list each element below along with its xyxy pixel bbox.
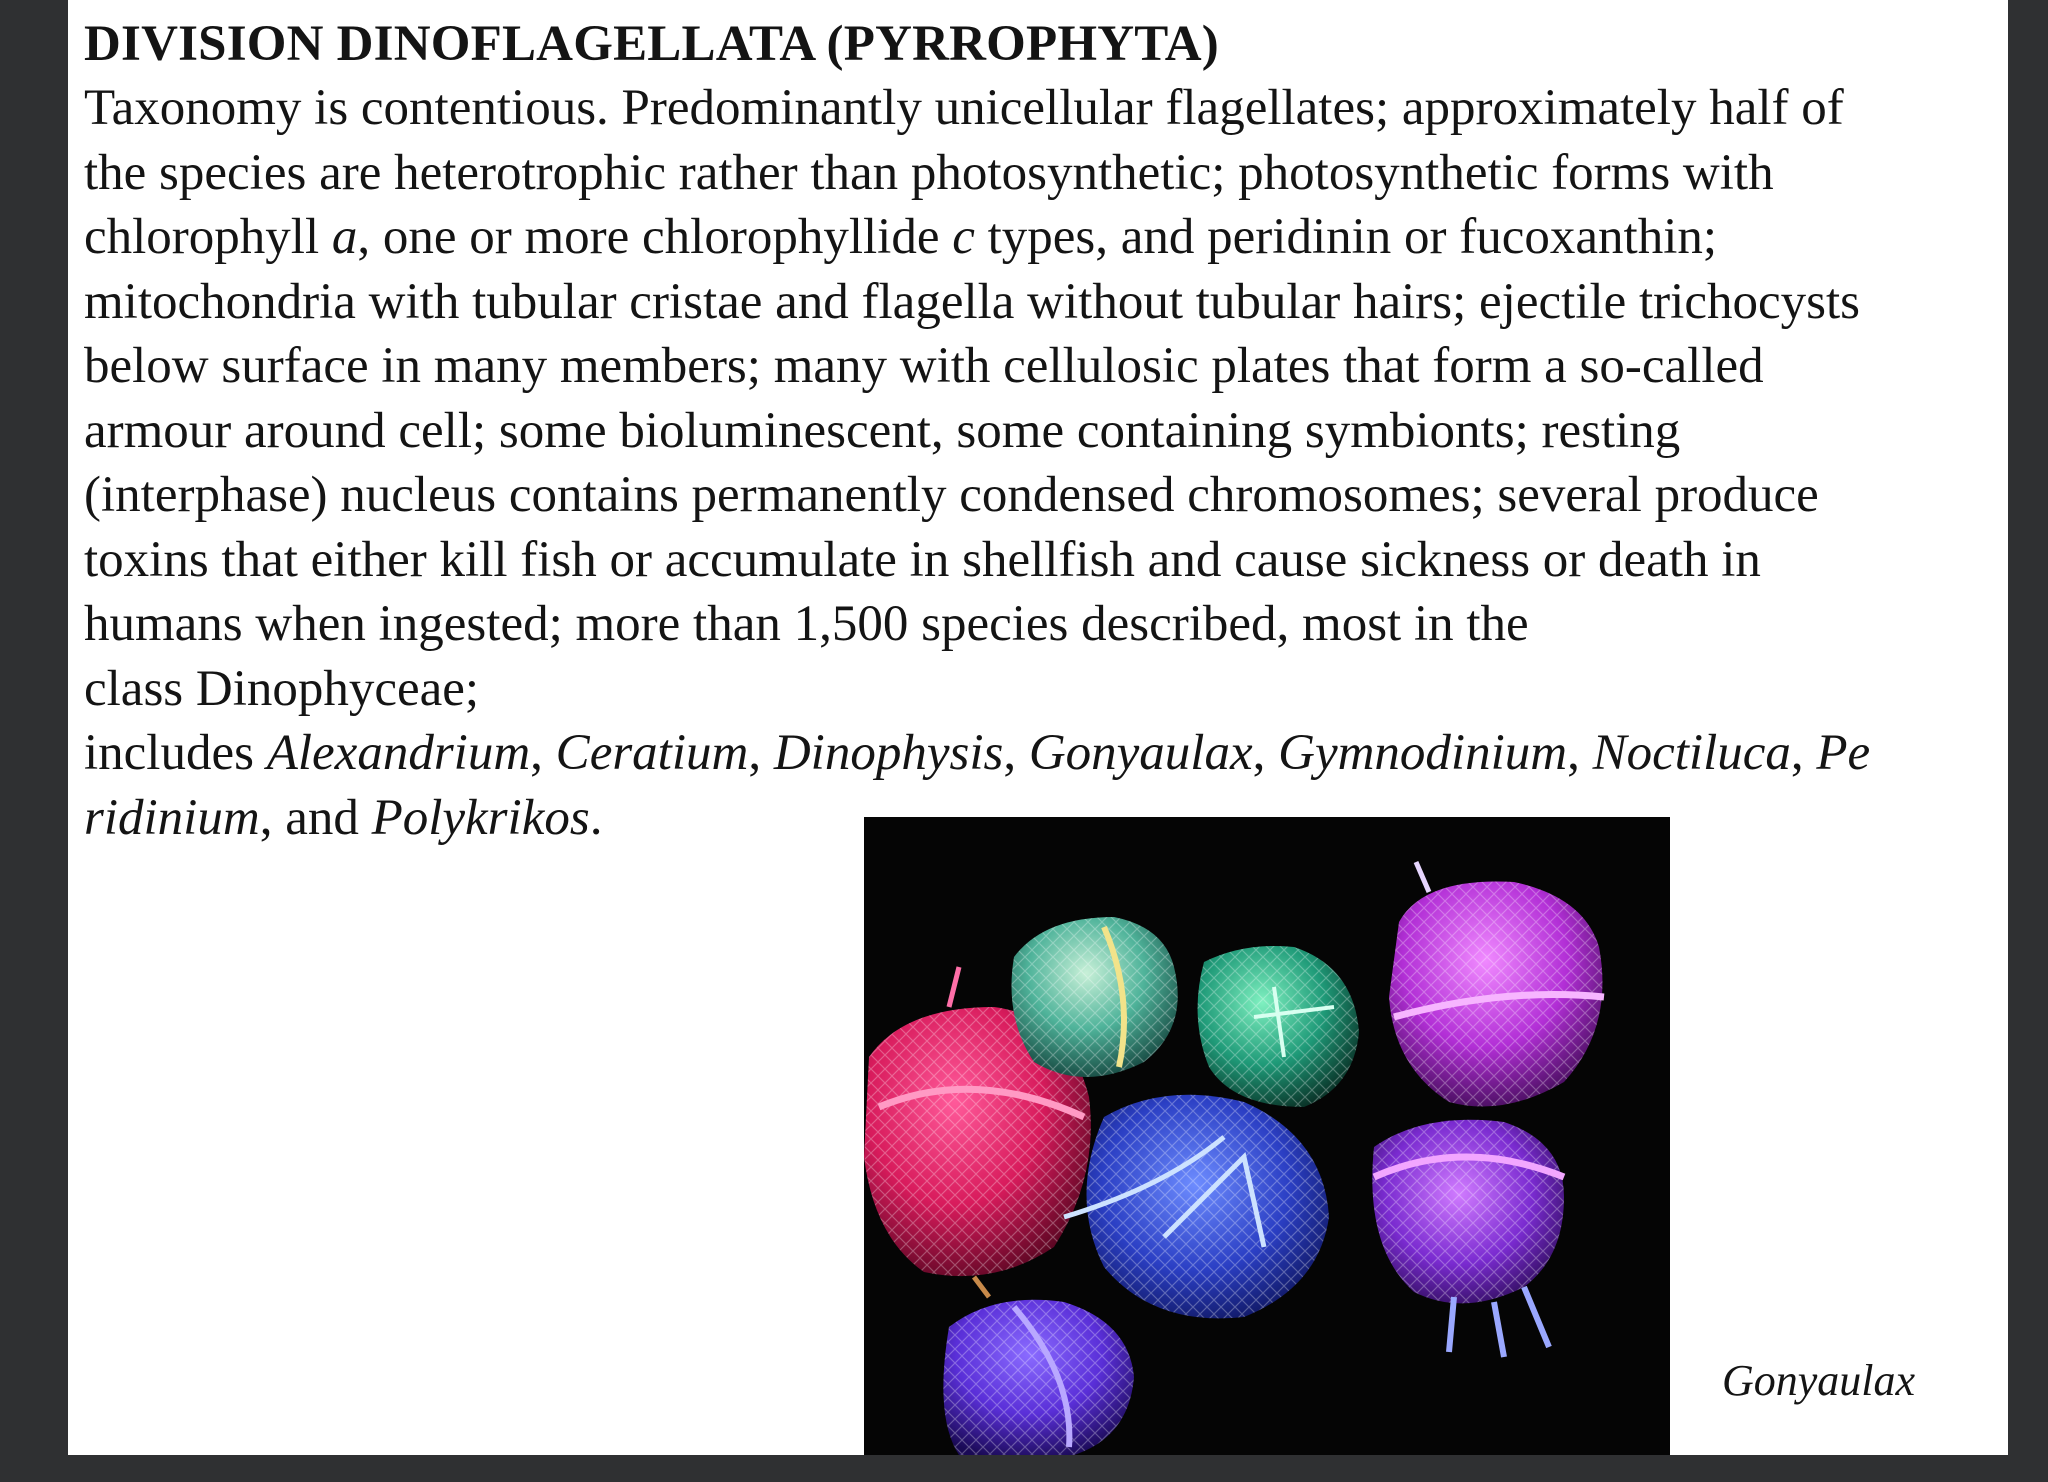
separator: , — [1790, 725, 1817, 781]
text-run: , one or more chlorophyllide — [357, 209, 953, 265]
genus-name: Ceratium — [555, 725, 749, 781]
genus-name: Noctiluca — [1592, 725, 1791, 781]
genus-name: Polykrikos — [371, 789, 590, 846]
description-paragraph — [84, 74, 2004, 850]
dinoflagellate-micrograph — [864, 817, 1670, 1455]
separator: , — [1567, 725, 1593, 781]
figure-caption: Gonyaulax — [1722, 1356, 1916, 1405]
separator: , — [530, 725, 556, 781]
genus-name: Alexandrium — [266, 725, 531, 781]
cell-magenta — [1389, 862, 1604, 1107]
cell-blue — [1064, 1095, 1329, 1319]
separator: , — [748, 725, 774, 781]
division-heading: DIVISION DINOFLAGELLATA (PYRROPHYTA) — [84, 16, 1219, 72]
separator: , — [1252, 725, 1279, 781]
text-line: (interphase) nucleus contains permanently condensed chromosomes; several produce — [84, 467, 1819, 523]
cell-green — [1198, 946, 1359, 1107]
text-run: chlorophyll — [84, 209, 332, 265]
micrograph-illustration — [864, 817, 1670, 1455]
cell-purple — [1372, 1120, 1564, 1357]
genus-name: Dinophysis — [773, 725, 1004, 781]
genus-name: Gymnodinium — [1278, 725, 1568, 781]
text-line: the species are heterotrophic rather than photosynthetic; photosynthetic forms with — [84, 144, 1774, 201]
text-line: toxins that either kill fish or accumulate in shellfish and cause sickness or death in — [84, 531, 1761, 588]
includes-prefix: includes — [84, 725, 267, 781]
text-line: Taxonomy is contentious. Predominantly unicellular flagellates; approximately half of — [84, 80, 1844, 136]
text-line: armour around cell; some bioluminescent, some containing symbionts; resting — [84, 402, 1681, 459]
document-page — [68, 0, 2008, 1455]
chlorophyllide-c-italic: c — [952, 209, 975, 265]
text-line: below surface in many members; many with cellulosic plates that form a so-called — [84, 338, 1764, 394]
genus-name: Gonyaulax — [1028, 725, 1253, 781]
genus-name: ridinium — [84, 789, 260, 846]
text-line: humans when ingested; more than 1,500 species described, most in the — [84, 596, 1529, 652]
chlorophyll-a-italic: a — [331, 209, 358, 265]
text-line — [84, 205, 2004, 270]
separator: , and — [259, 789, 372, 846]
text-run: types, and peridinin or fucoxanthin; — [974, 209, 1718, 265]
separator: , — [1003, 725, 1029, 781]
text-line: class Dinophyceae; — [84, 660, 480, 717]
includes-line — [84, 721, 2004, 786]
sentence-end: . — [589, 789, 603, 846]
cell-teal — [1012, 917, 1178, 1077]
cell-violet — [943, 1277, 1134, 1455]
genus-name: Pe — [1816, 725, 1871, 781]
text-line: mitochondria with tubular cristae and flagella without tubular hairs; ejectile trichocysts — [84, 273, 1860, 330]
document-content — [84, 14, 2004, 850]
